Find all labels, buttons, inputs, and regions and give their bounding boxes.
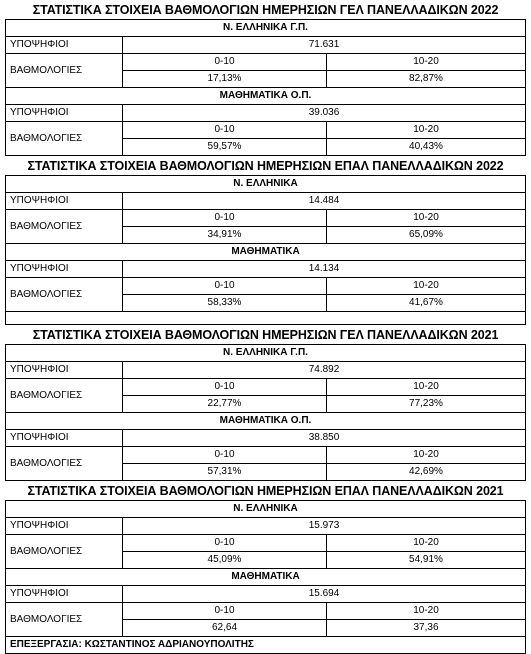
candidates-row: [6, 105, 526, 122]
percent-high: 37,36: [327, 620, 526, 637]
section-title-row: [6, 325, 526, 345]
percent-low: 17,13%: [123, 71, 327, 88]
range-high: 10-20: [327, 278, 526, 295]
spacer-row: [6, 312, 526, 325]
candidates-value: 39.036: [123, 105, 526, 122]
percent-low: 34,91%: [123, 227, 327, 244]
percent-high: 41,67%: [327, 295, 526, 312]
percent-high: 77,23%: [327, 396, 526, 413]
subject-row: [6, 244, 526, 261]
section-title: ΣΤΑΤΙΣΤΙΚΑ ΣΤΟΙΧΕΙΑ ΒΑΘΜΟΛΟΓΙΩΝ ΗΜΕΡΗΣΙΩΝ ΕΠΑΛ ΠΑΝΕΛΛΑΔΙΚΩΝ 2021: [27, 483, 504, 498]
subject-name: ΜΑΘΗΜΑΤΙΚΑ Ο.Π.: [6, 88, 526, 105]
grades-label: ΒΑΘΜΟΛΟΓΙΕΣ: [6, 603, 123, 637]
range-high: 10-20: [327, 603, 526, 620]
subject-name: Ν. ΕΛΛΗΝΙΚΑ: [6, 176, 526, 193]
subject-row: [6, 501, 526, 518]
section-title: ΣΤΑΤΙΣΤΙΚΑ ΣΤΟΙΧΕΙΑ ΒΑΘΜΟΛΟΓΙΩΝ ΗΜΕΡΗΣΙΩΝ ΓΕΛ ΠΑΝΕΛΛΑΔΙΚΩΝ 2022: [32, 2, 499, 17]
grade-range-row: [6, 603, 526, 620]
candidates-value: 14.484: [123, 193, 526, 210]
grade-range-row: [6, 54, 526, 71]
candidates-row: [6, 518, 526, 535]
range-low: 0-10: [123, 447, 327, 464]
percent-high: 40,43%: [327, 139, 526, 156]
subject-name: ΜΑΘΗΜΑΤΙΚΑ Ο.Π.: [6, 413, 526, 430]
range-low: 0-10: [123, 122, 327, 139]
candidates-label: ΥΠΟΨΗΦΙΟΙ: [6, 193, 123, 210]
credit-text: ΕΠΕΞΕΡΓΑΣΙΑ: ΚΩΣΤΑΝΤΙΝΟΣ ΑΔΡΙΑΝΟΥΠΟΛΙΤΗΣ: [6, 637, 526, 654]
spacer-cell: [6, 312, 526, 325]
subject-row: [6, 176, 526, 193]
stats-table-body: [6, 0, 526, 637]
percent-high: 54,91%: [327, 552, 526, 569]
candidates-label: ΥΠΟΨΗΦΙΟΙ: [6, 362, 123, 379]
candidates-row: [6, 586, 526, 603]
range-high: 10-20: [327, 447, 526, 464]
candidates-value: 15.973: [123, 518, 526, 535]
candidates-value: 38.850: [123, 430, 526, 447]
range-high: 10-20: [327, 379, 526, 396]
subject-row: [6, 20, 526, 37]
subject-name: Ν. ΕΛΛΗΝΙΚΑ Γ.Π.: [6, 20, 526, 37]
subject-row: [6, 345, 526, 362]
subject-row: [6, 569, 526, 586]
percent-high: 82,87%: [327, 71, 526, 88]
footer-row: [6, 637, 526, 654]
candidates-row: [6, 430, 526, 447]
stats-table: [5, 0, 526, 654]
subject-row: [6, 88, 526, 105]
grades-label: ΒΑΘΜΟΛΟΓΙΕΣ: [6, 379, 123, 413]
range-high: 10-20: [327, 122, 526, 139]
candidates-label: ΥΠΟΨΗΦΙΟΙ: [6, 586, 123, 603]
range-low: 0-10: [123, 54, 327, 71]
grades-label: ΒΑΘΜΟΛΟΓΙΕΣ: [6, 122, 123, 156]
grades-label: ΒΑΘΜΟΛΟΓΙΕΣ: [6, 210, 123, 244]
range-high: 10-20: [327, 210, 526, 227]
grade-range-row: [6, 535, 526, 552]
candidates-value: 14.134: [123, 261, 526, 278]
candidates-label: ΥΠΟΨΗΦΙΟΙ: [6, 105, 123, 122]
range-low: 0-10: [123, 603, 327, 620]
percent-low: 62,64: [123, 620, 327, 637]
percent-low: 59,57%: [123, 139, 327, 156]
candidates-label: ΥΠΟΨΗΦΙΟΙ: [6, 37, 123, 54]
candidates-label: ΥΠΟΨΗΦΙΟΙ: [6, 518, 123, 535]
section-title-row: [6, 156, 526, 176]
grades-label: ΒΑΘΜΟΛΟΓΙΕΣ: [6, 278, 123, 312]
section-title: ΣΤΑΤΙΣΤΙΚΑ ΣΤΟΙΧΕΙΑ ΒΑΘΜΟΛΟΓΙΩΝ ΗΜΕΡΗΣΙΩΝ ΕΠΑΛ ΠΑΝΕΛΛΑΔΙΚΩΝ 2022: [27, 158, 504, 173]
candidates-row: [6, 261, 526, 278]
percent-high: 42,69%: [327, 464, 526, 481]
candidates-value: 15.694: [123, 586, 526, 603]
percent-high: 65,09%: [327, 227, 526, 244]
subject-name: ΜΑΘΗΜΑΤΙΚΑ: [6, 244, 526, 261]
candidates-value: 71.631: [123, 37, 526, 54]
grade-range-row: [6, 122, 526, 139]
range-low: 0-10: [123, 535, 327, 552]
section-title: ΣΤΑΤΙΣΤΙΚΑ ΣΤΟΙΧΕΙΑ ΒΑΘΜΟΛΟΓΙΩΝ ΗΜΕΡΗΣΙΩΝ ΓΕΛ ΠΑΝΕΛΛΑΔΙΚΩΝ 2021: [32, 327, 499, 342]
section-title-row: [6, 0, 526, 20]
grade-range-row: [6, 447, 526, 464]
subject-row: [6, 413, 526, 430]
percent-low: 58,33%: [123, 295, 327, 312]
percent-low: 57,31%: [123, 464, 327, 481]
candidates-label: ΥΠΟΨΗΦΙΟΙ: [6, 261, 123, 278]
candidates-value: 74.892: [123, 362, 526, 379]
range-low: 0-10: [123, 210, 327, 227]
range-high: 10-20: [327, 535, 526, 552]
candidates-label: ΥΠΟΨΗΦΙΟΙ: [6, 430, 123, 447]
subject-name: Ν. ΕΛΛΗΝΙΚΑ Γ.Π.: [6, 345, 526, 362]
grade-range-row: [6, 210, 526, 227]
percent-low: 45,09%: [123, 552, 327, 569]
subject-name: Ν. ΕΛΛΗΝΙΚΑ: [6, 501, 526, 518]
subject-name: ΜΑΘΗΜΑΤΙΚΑ: [6, 569, 526, 586]
grades-label: ΒΑΘΜΟΛΟΓΙΕΣ: [6, 54, 123, 88]
percent-low: 22,77%: [123, 396, 327, 413]
candidates-row: [6, 193, 526, 210]
stats-document: [5, 0, 525, 654]
candidates-row: [6, 37, 526, 54]
section-title-row: [6, 481, 526, 501]
grades-label: ΒΑΘΜΟΛΟΓΙΕΣ: [6, 447, 123, 481]
grade-range-row: [6, 278, 526, 295]
grades-label: ΒΑΘΜΟΛΟΓΙΕΣ: [6, 535, 123, 569]
range-low: 0-10: [123, 278, 327, 295]
candidates-row: [6, 362, 526, 379]
grade-range-row: [6, 379, 526, 396]
range-high: 10-20: [327, 54, 526, 71]
range-low: 0-10: [123, 379, 327, 396]
